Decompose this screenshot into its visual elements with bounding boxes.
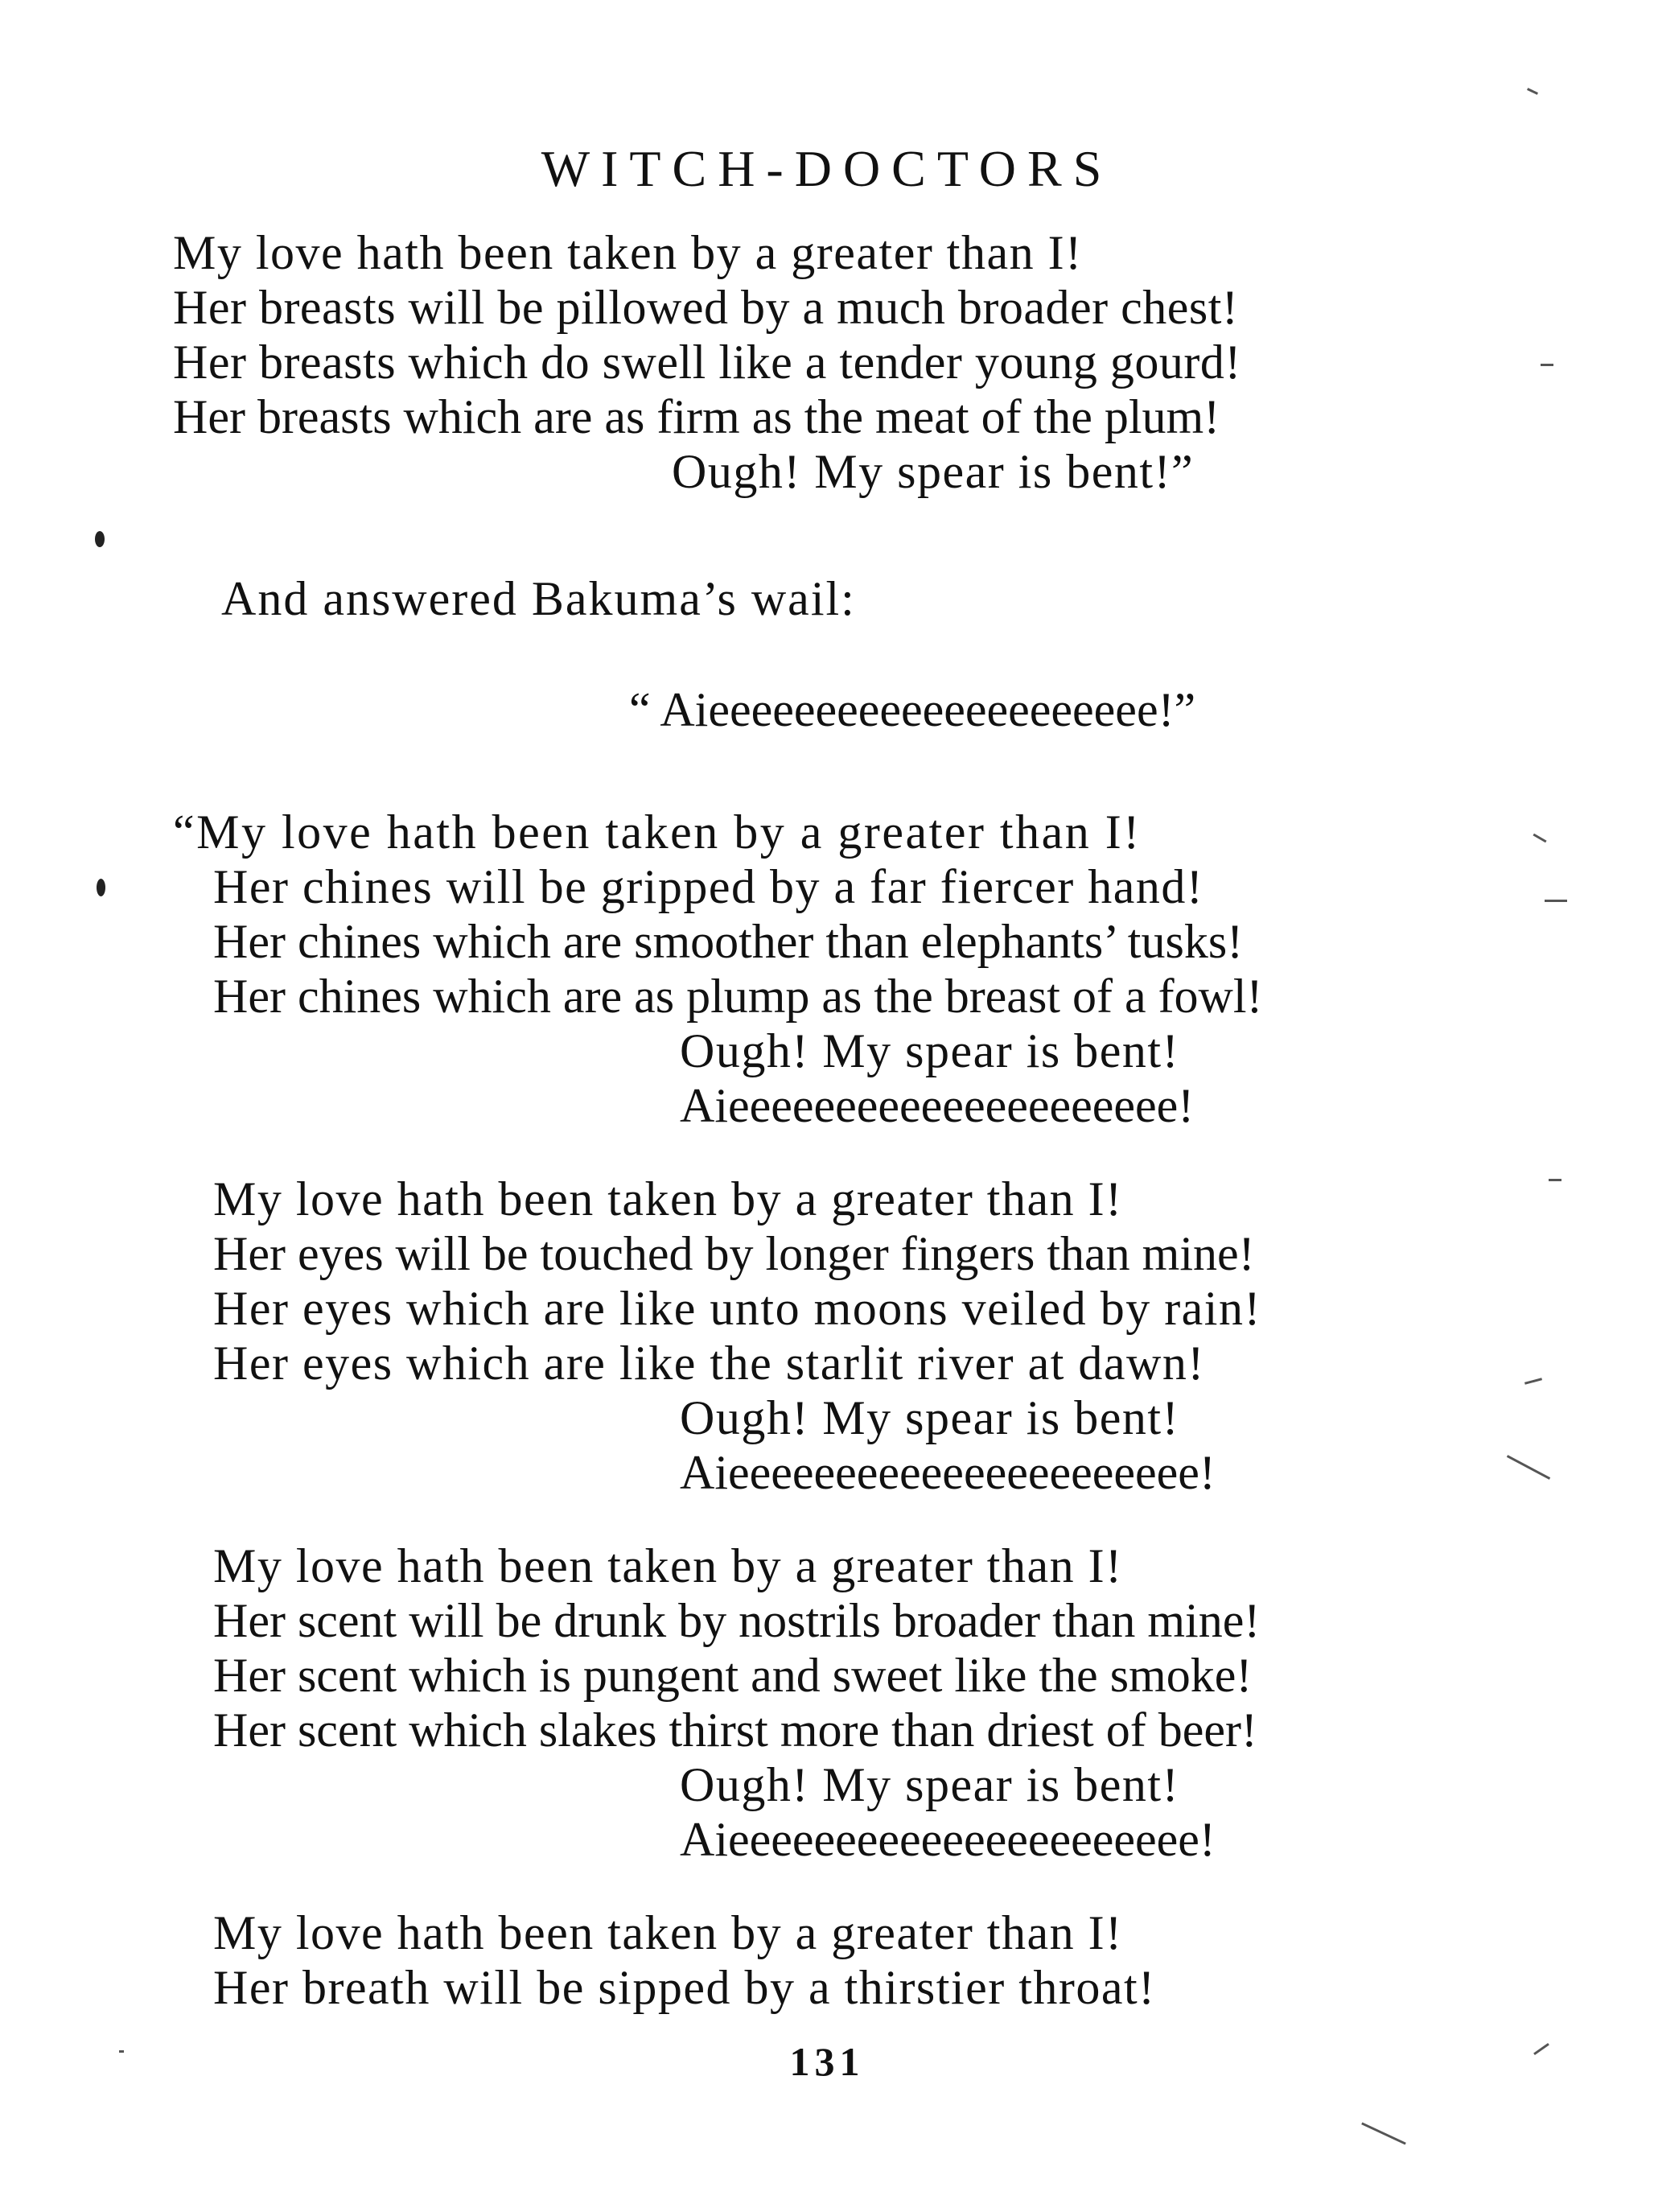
margin-mark xyxy=(1361,2122,1406,2144)
verse-line: My love hath been taken by a greater than I! xyxy=(213,1539,1123,1592)
margin-mark xyxy=(119,2050,124,2053)
verse-line: My love hath been taken by a greater than I! xyxy=(173,226,1083,279)
verse-refrain: Aieeeeeeeeeeeeeeeeeeeeee! xyxy=(680,1446,1216,1499)
verse-line: Her breasts which are as firm as the meat of the plum! xyxy=(173,390,1220,443)
verse-line: Her eyes which are like unto moons veiled by rain! xyxy=(213,1282,1261,1335)
verse-line: Her chines which are as plump as the breast of a fowl! xyxy=(213,970,1263,1023)
verse-line: Her eyes will be touched by longer fingers than mine! xyxy=(213,1227,1255,1280)
margin-mark xyxy=(1545,900,1567,902)
cry-line: “ Aieeeeeeeeeeeeeeeeeeeee!” xyxy=(629,683,1196,736)
margin-mark xyxy=(1507,1455,1550,1480)
page-number: 131 xyxy=(789,2039,865,2084)
verse-refrain: Ough! My spear is bent! xyxy=(680,1758,1180,1811)
verse-line: Her scent which is pungent and sweet like the smoke! xyxy=(213,1649,1253,1702)
margin-mark xyxy=(1524,1378,1542,1385)
verse-line: Her chines will be gripped by a far fiercer hand! xyxy=(213,860,1204,913)
margin-mark xyxy=(1527,88,1538,95)
ink-speck xyxy=(97,879,105,896)
verse-line: My love hath been taken by a greater than I! xyxy=(213,1906,1123,1959)
running-head: WITCH-DOCTORS xyxy=(541,140,1113,197)
narration-line: And answered Bakuma’s wail: xyxy=(221,572,856,625)
margin-mark xyxy=(1549,1179,1561,1181)
verse-refrain: Aieeeeeeeeeeeeeeeeeeeeee! xyxy=(680,1813,1216,1866)
verse-refrain: Aieeeeeeeeeeeeeeeeeeeee! xyxy=(680,1079,1195,1132)
verse-line: Her eyes which are like the starlit river at dawn! xyxy=(213,1337,1205,1390)
margin-mark xyxy=(1541,364,1553,366)
verse-line: “My love hath been taken by a greater than I! xyxy=(173,805,1142,859)
verse-line: Her breasts which do swell like a tender young gourd! xyxy=(173,336,1241,389)
verse-line: Her chines which are smoother than elephants’ tusks! xyxy=(213,915,1244,968)
verse-line: My love hath been taken by a greater than I! xyxy=(213,1172,1123,1225)
verse-line: Her scent will be drunk by nostrils broader than mine! xyxy=(213,1594,1261,1647)
verse-line: Her breasts will be pillowed by a much broader chest! xyxy=(173,281,1239,334)
verse-refrain: Ough! My spear is bent!” xyxy=(672,445,1195,498)
verse-refrain: Ough! My spear is bent! xyxy=(680,1391,1180,1444)
margin-mark xyxy=(1533,834,1546,843)
verse-line: Her breath will be sipped by a thirstier throat! xyxy=(213,1961,1156,2014)
ink-speck xyxy=(95,531,105,547)
verse-line: Her scent which slakes thirst more than driest of beer! xyxy=(213,1703,1257,1757)
verse-refrain: Ough! My spear is bent! xyxy=(680,1024,1180,1077)
